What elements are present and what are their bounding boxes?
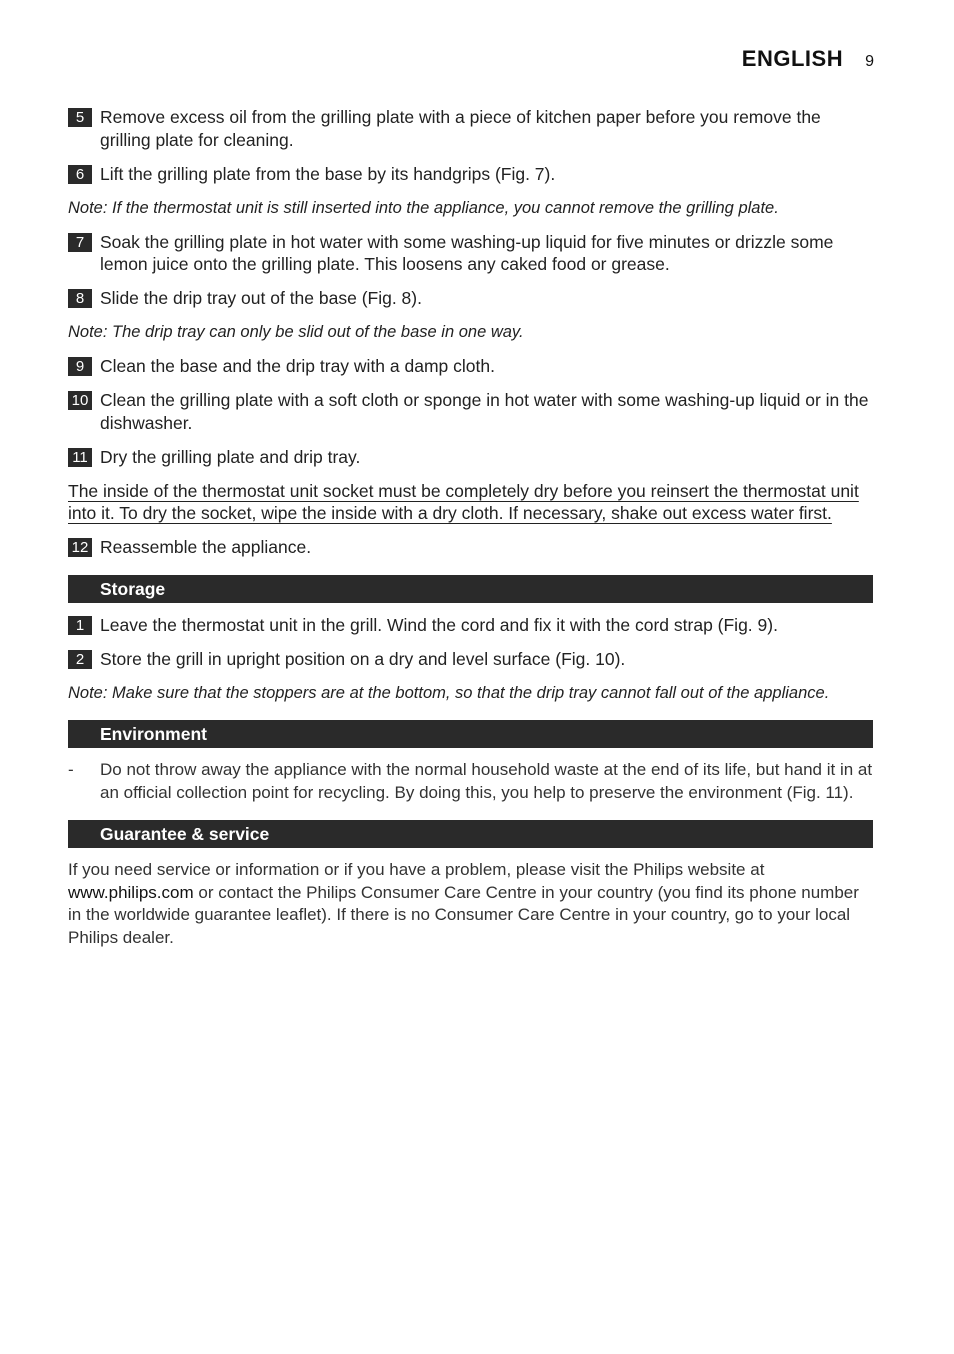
step-9 xyxy=(68,355,873,378)
step-text: Clean the base and the drip tray with a damp cloth. xyxy=(100,356,495,376)
storage-step-2 xyxy=(68,648,873,671)
step-5 xyxy=(68,106,873,151)
step-text: Slide the drip tray out of the base (Fig. 8). xyxy=(100,288,422,308)
bullet-text: Do not throw away the appliance with the normal household waste at the end of its life, but hand it in at an official collection point for recycling. By doing this, you help to preserve the environment (Fig. 11). xyxy=(100,760,873,802)
step-text: Reassemble the appliance. xyxy=(100,537,312,557)
step-number: 11 xyxy=(68,448,92,467)
guarantee-paragraph xyxy=(68,859,873,949)
step-number: 8 xyxy=(68,289,92,308)
step-text: Remove excess oil from the grilling plate with a piece of kitchen paper before you remove the grilling plate for cleaning. xyxy=(100,107,821,150)
bullet-dash: - xyxy=(68,760,74,779)
step-6 xyxy=(68,163,873,186)
step-number: 6 xyxy=(68,165,92,184)
page-number: 9 xyxy=(865,53,874,70)
section-heading-guarantee: Guarantee & service xyxy=(68,820,873,848)
step-number: 5 xyxy=(68,108,92,127)
step-number: 10 xyxy=(68,391,92,410)
note-drip-tray: Note: The drip tray can only be slid out of the base in one way. xyxy=(68,323,524,341)
guarantee-text-before: If you need service or information or if you have a problem, please visit the Philips website at xyxy=(68,860,765,879)
step-12 xyxy=(68,536,873,559)
guarantee-text-after: or contact the Philips Consumer Care Centre in your country (you find its phone number in the worldwide guarantee leaflet). If there is no Consumer Care Centre in your country, go to your local Philips dealer. xyxy=(68,882,859,947)
step-text: Store the grill in upright position on a dry and level surface (Fig. 10). xyxy=(100,648,626,669)
section-heading-storage: Storage xyxy=(68,575,873,603)
storage-step-1 xyxy=(68,614,873,637)
step-text: Leave the thermostat unit in the grill. Wind the cord and fix it with the cord strap (Fig. 9). xyxy=(100,614,778,635)
step-11 xyxy=(68,446,873,469)
step-number: 7 xyxy=(68,233,92,252)
section-heading-environment: Environment xyxy=(68,720,873,748)
step-7 xyxy=(68,231,873,276)
step-8 xyxy=(68,287,873,310)
step-10 xyxy=(68,389,873,434)
step-text: Lift the grilling plate from the base by its handgrips (Fig. 7). xyxy=(100,163,556,184)
language-heading: ENGLISH xyxy=(741,46,844,71)
step-number: 12 xyxy=(68,538,92,557)
step-text: Soak the grilling plate in hot water with some washing-up liquid for five minutes or drizzle some lemon juice onto the grilling plate. This loosens any caked food or grease. xyxy=(100,231,834,274)
page-content xyxy=(68,106,873,949)
step-number: 2 xyxy=(68,650,92,669)
note-thermostat-inserted: Note: If the thermostat unit is still inserted into the appliance, you cannot remove the grilling plate. xyxy=(68,198,779,217)
note-stoppers: Note: Make sure that the stoppers are at the bottom, so that the drip tray cannot fall out of the appliance. xyxy=(68,683,830,702)
warning-dry-socket: The inside of the thermostat unit socket must be completely dry before you reinsert the thermostat unit into it. To dry the socket, wipe the inside with a dry cloth. If necessary, shake out excess water first. xyxy=(68,480,859,523)
step-number: 9 xyxy=(68,357,92,376)
step-text: Dry the grilling plate and drip tray. xyxy=(100,446,361,467)
step-text: Clean the grilling plate with a soft cloth or sponge in hot water with some washing-up liquid or in the dishwasher. xyxy=(100,390,869,433)
step-number: 1 xyxy=(68,616,92,635)
philips-website-link[interactable]: www.philips.com xyxy=(68,882,194,902)
environment-bullet xyxy=(68,759,873,804)
page-header xyxy=(742,46,874,72)
